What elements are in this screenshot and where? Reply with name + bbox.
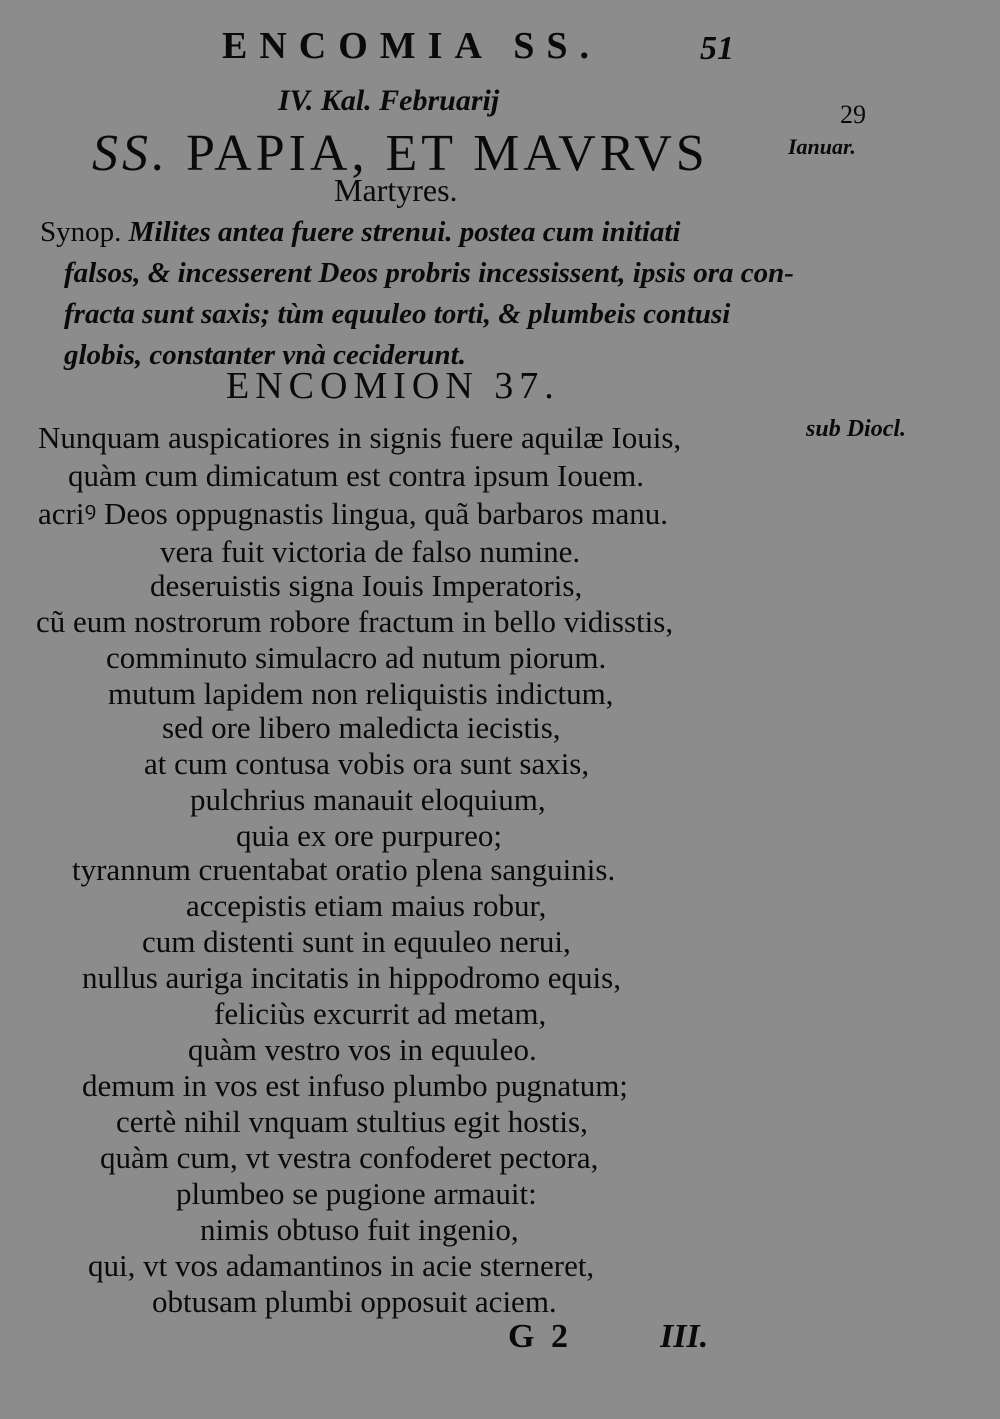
feast-date: IV. Kal. Februarij	[278, 84, 500, 117]
verse-line: accepistis etiam maius robur,	[186, 888, 547, 923]
verse-line: nullus auriga incitatis in hippodromo equis,	[82, 960, 621, 995]
saints-subtitle: Martyres.	[334, 172, 458, 208]
margin-day: 29	[840, 100, 866, 129]
synopsis-line: falsos, & incesserent Deos probris incessissent, ipsis ora con-	[64, 257, 794, 289]
synopsis-line	[40, 212, 800, 253]
synopsis-line: globis, constanter vnà ceciderunt.	[64, 339, 466, 371]
encomion-heading: ENCOMION 37.	[226, 365, 560, 407]
running-title: ENCOMIA SS.	[222, 25, 602, 67]
signature-mark: G 2	[508, 1318, 572, 1355]
verse-line: qui, vt vos adamantinos in acie sterneret,	[88, 1248, 595, 1283]
synopsis-line: fracta sunt saxis; tùm equuleo torti, & plumbeis contusi	[64, 298, 731, 330]
verse-line: Nunquam auspicatiores in signis fuere aquilæ Iouis,	[38, 420, 682, 455]
verse-line: quàm cum, vt vestra confoderet pectora,	[100, 1140, 599, 1175]
verse-line: deseruistis signa Iouis Imperatoris,	[150, 568, 583, 603]
saints-title-ss: SS.	[92, 125, 169, 182]
verse-line: mutum lapidem non reliquistis indictum,	[108, 676, 614, 711]
margin-month: Ianuar.	[788, 134, 856, 159]
verse-line: tyrannum cruentabat oratio plena sanguinis.	[72, 852, 616, 887]
verse-line: cũ eum nostrorum robore fractum in bello vidisstis,	[36, 604, 674, 639]
verse-line: at cum contusa vobis ora sunt saxis,	[144, 746, 590, 781]
verse-line: quàm vestro vos in equuleo.	[188, 1032, 537, 1067]
verse-line: pulchrius manauit eloquium,	[190, 782, 546, 817]
verse-line: certè nihil vnquam stultius egit hostis,	[116, 1104, 588, 1139]
verse-line: plumbeo se pugione armauit:	[176, 1176, 537, 1211]
verse-line: quia ex ore purpureo;	[236, 818, 502, 853]
margin-note: sub Diocl.	[806, 416, 907, 442]
verse-line: comminuto simulacro ad nutum piorum.	[106, 640, 607, 675]
verse-line: demum in vos est infuso plumbo pugnatum;	[82, 1068, 628, 1103]
verse-line: acriꝰ Deos oppugnastis lingua, quã barbaros manu.	[38, 496, 668, 531]
synopsis-text: Milites antea fuere strenui. postea cum initiati	[128, 216, 681, 248]
verse-line: vera fuit victoria de falso numine.	[160, 534, 581, 569]
saints-title-names: PAPIA, ET MAVRVS	[186, 125, 709, 182]
verse-line: nimis obtuso fuit ingenio,	[200, 1212, 519, 1247]
verse-line: quàm cum dimicatum est contra ipsum Iouem.	[68, 458, 644, 493]
verse-line: obtusam plumbi opposuit aciem.	[152, 1284, 557, 1319]
synopsis	[40, 212, 800, 376]
catchword: III.	[660, 1318, 709, 1355]
synopsis-label: Synop.	[40, 216, 122, 248]
verse-line: feliciùs excurrit ad metam,	[214, 996, 547, 1031]
verse-line: cum distenti sunt in equuleo nerui,	[142, 924, 571, 959]
verse-line: sed ore libero maledicta iecistis,	[162, 710, 561, 745]
page-number: 51	[700, 30, 734, 67]
